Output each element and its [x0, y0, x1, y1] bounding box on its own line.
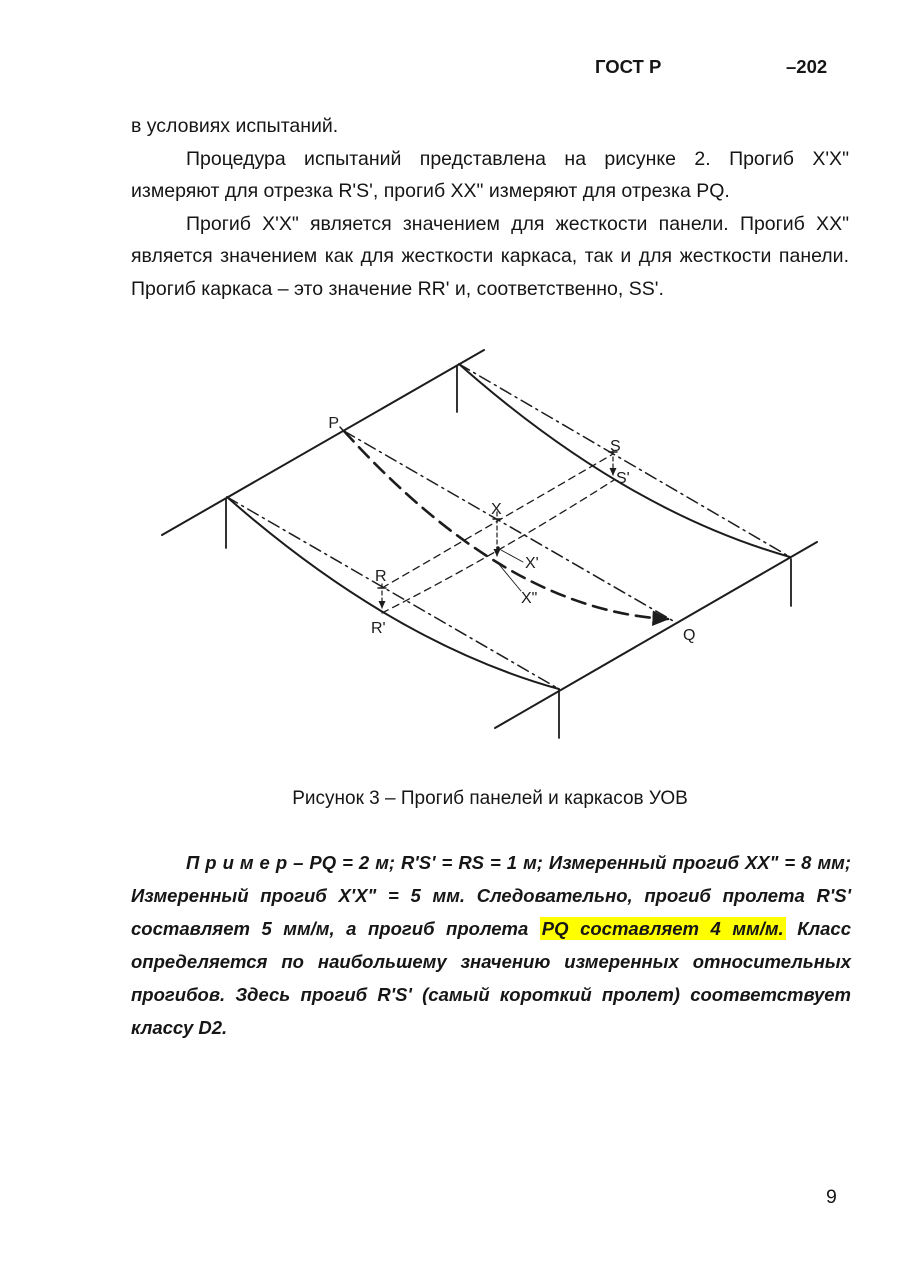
label-x: X	[491, 501, 502, 518]
example-text-before: П р и м е р – PQ = 2 м; R'S' = RS = 1 м; Измеренный прогиб XX" = 8 мм; Измеренный прогиб X'X" = 5 мм. Следовательно, прогиб пролета R'S' составляет 5 мм/м, а прогиб пролета	[131, 852, 851, 939]
example-paragraph	[131, 846, 851, 1044]
point-x-prime-dot	[496, 546, 500, 550]
standard-code: ГОСТ Р	[595, 56, 662, 77]
label-s: S	[610, 438, 621, 455]
label-s-prime: S'	[616, 470, 630, 487]
example-highlight: PQ составляет 4 мм/м.	[541, 918, 784, 939]
leader-x-prime	[501, 550, 523, 562]
label-x-prime: X'	[525, 555, 539, 572]
label-r: R	[375, 568, 387, 585]
paragraph-deflection: Прогиб X'X" является значением для жесткости панели. Прогиб XX" является значением как для жесткости каркаса, так и для жесткости панели. Прогиб каркаса – это значение RR' и, соответственно, SS'.	[131, 212, 849, 300]
page-header	[0, 56, 904, 80]
label-p: P	[328, 415, 339, 432]
label-x-double-prime: X"	[521, 590, 538, 607]
label-r-prime: R'	[371, 620, 386, 637]
chord-left-undeflected	[227, 497, 559, 689]
paragraph-continuation: в условиях испытаний.	[131, 115, 339, 137]
label-q: Q	[683, 627, 696, 644]
rear-left-edge	[162, 350, 484, 535]
body-text	[131, 110, 849, 305]
standard-number: –202	[786, 56, 828, 77]
page-number: 9	[826, 1186, 837, 1208]
paragraph-procedure: Процедура испытаний представлена на рисунке 2. Прогиб X'X" измеряют для отрезка R'S', прогиб XX" измеряют для отрезка PQ.	[131, 147, 849, 202]
front-right-edge	[495, 542, 817, 728]
figure-3-diagram	[0, 340, 904, 750]
leader-x-double-prime	[497, 562, 521, 591]
chord-right-undeflected	[459, 364, 790, 557]
example-text-after: Класс определяется по наибольшему значению измеренных относительных прогибов. Здесь прогиб R'S' (самый короткий пролет) соответствует классу D2.	[131, 918, 851, 1038]
figure-caption: Рисунок 3 – Прогиб панелей и каркасов УОВ	[292, 788, 688, 809]
